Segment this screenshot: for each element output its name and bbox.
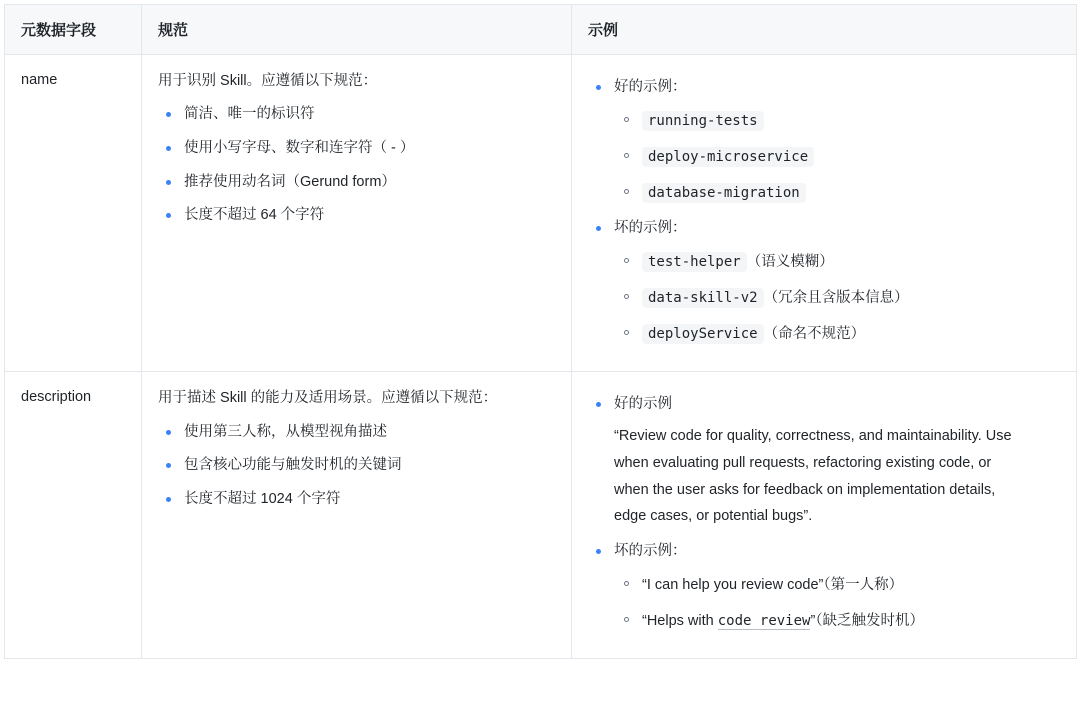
header-spec: 规范 <box>142 5 572 55</box>
example-code: deployService <box>642 324 764 344</box>
list-item <box>614 108 1060 134</box>
spec-item-text: 简洁、唯一的标识符 <box>184 106 315 123</box>
field-name-cell: name <box>5 55 142 372</box>
table-header-row <box>5 5 1077 55</box>
list-item <box>158 420 555 445</box>
spec-item-text: 使用第三人称，从模型视角描述 <box>184 423 387 440</box>
list-item <box>588 539 1060 634</box>
list-item <box>158 170 555 195</box>
list-item <box>158 102 555 127</box>
spec-name-cell <box>142 55 572 372</box>
list-item <box>614 572 1060 598</box>
example-description-cell <box>572 372 1077 659</box>
spec-table-container <box>0 4 1080 659</box>
table-row <box>5 372 1077 659</box>
example-note: （冗余且含版本信息） <box>763 290 909 307</box>
spec-list <box>158 420 555 512</box>
example-name-cell <box>572 55 1077 372</box>
example-code: running-tests <box>642 111 764 131</box>
list-item <box>614 180 1060 206</box>
spec-list <box>158 102 555 228</box>
list-item <box>614 285 1060 311</box>
list-item <box>158 487 555 512</box>
bad-example-quote-code: code review <box>717 613 811 630</box>
good-examples-label: 好的示例 <box>614 396 672 413</box>
good-example-quote: “Review code for quality, correctness, and maintainability. Use when evaluating pull requests, refactoring existing code, or when the user asks for feedback on implementation details, edge cases, or potential bugs”. <box>614 428 1012 525</box>
spec-item-text: 包含核心功能与触发时机的关键词 <box>184 457 402 474</box>
field-description-cell: description <box>5 372 142 659</box>
example-groups <box>588 75 1060 347</box>
spec-item-text: 长度不超过 64 个字符 <box>184 207 325 224</box>
list-item <box>158 203 555 228</box>
list-item <box>588 75 1060 206</box>
list-item <box>588 392 1060 530</box>
bad-example-quote: “I can help you review code” <box>642 576 824 593</box>
spec-description-cell <box>142 372 572 659</box>
example-note: （命名不规范） <box>763 326 866 343</box>
example-code: database-migration <box>642 183 806 203</box>
header-example: 示例 <box>572 5 1077 55</box>
table-body <box>5 55 1077 659</box>
spec-item-text: 推荐使用动名词（Gerund form） <box>184 173 396 190</box>
bad-example-quote-prefix: “Helps with <box>642 613 718 630</box>
bad-examples-label: 坏的示例： <box>614 543 687 560</box>
table-row <box>5 55 1077 372</box>
metadata-spec-table <box>4 4 1077 659</box>
example-groups <box>588 392 1060 634</box>
list-item <box>614 249 1060 275</box>
example-code: deploy-microservice <box>642 147 814 167</box>
list-item <box>614 608 1060 634</box>
list-item <box>158 453 555 478</box>
bad-examples-list <box>614 572 1060 634</box>
good-examples-list <box>614 108 1060 207</box>
good-examples-label: 好的示例： <box>614 79 687 95</box>
list-item <box>614 321 1060 347</box>
example-note: （缺乏触发时机） <box>815 613 925 630</box>
table-head <box>5 5 1077 55</box>
spec-lead: 用于描述 Skill 的能力及适用场景。应遵循以下规范： <box>158 390 498 407</box>
list-item <box>158 136 555 161</box>
spec-lead: 用于识别 Skill。应遵循以下规范： <box>158 73 378 89</box>
example-note: （语义模糊） <box>746 253 834 270</box>
example-note: （第一人称） <box>823 576 904 593</box>
header-field: 元数据字段 <box>5 5 142 55</box>
list-item <box>588 216 1060 347</box>
example-code: data-skill-v2 <box>642 288 764 308</box>
list-item <box>614 144 1060 170</box>
bad-examples-list <box>614 249 1060 348</box>
spec-item-text: 长度不超过 1024 个字符 <box>184 491 341 508</box>
bad-example-quote-suffix: ” <box>810 613 816 630</box>
bad-examples-label: 坏的示例： <box>614 220 687 237</box>
example-code: test-helper <box>642 252 747 272</box>
spec-item-text: 使用小写字母、数字和连字符（ - ） <box>184 140 415 157</box>
